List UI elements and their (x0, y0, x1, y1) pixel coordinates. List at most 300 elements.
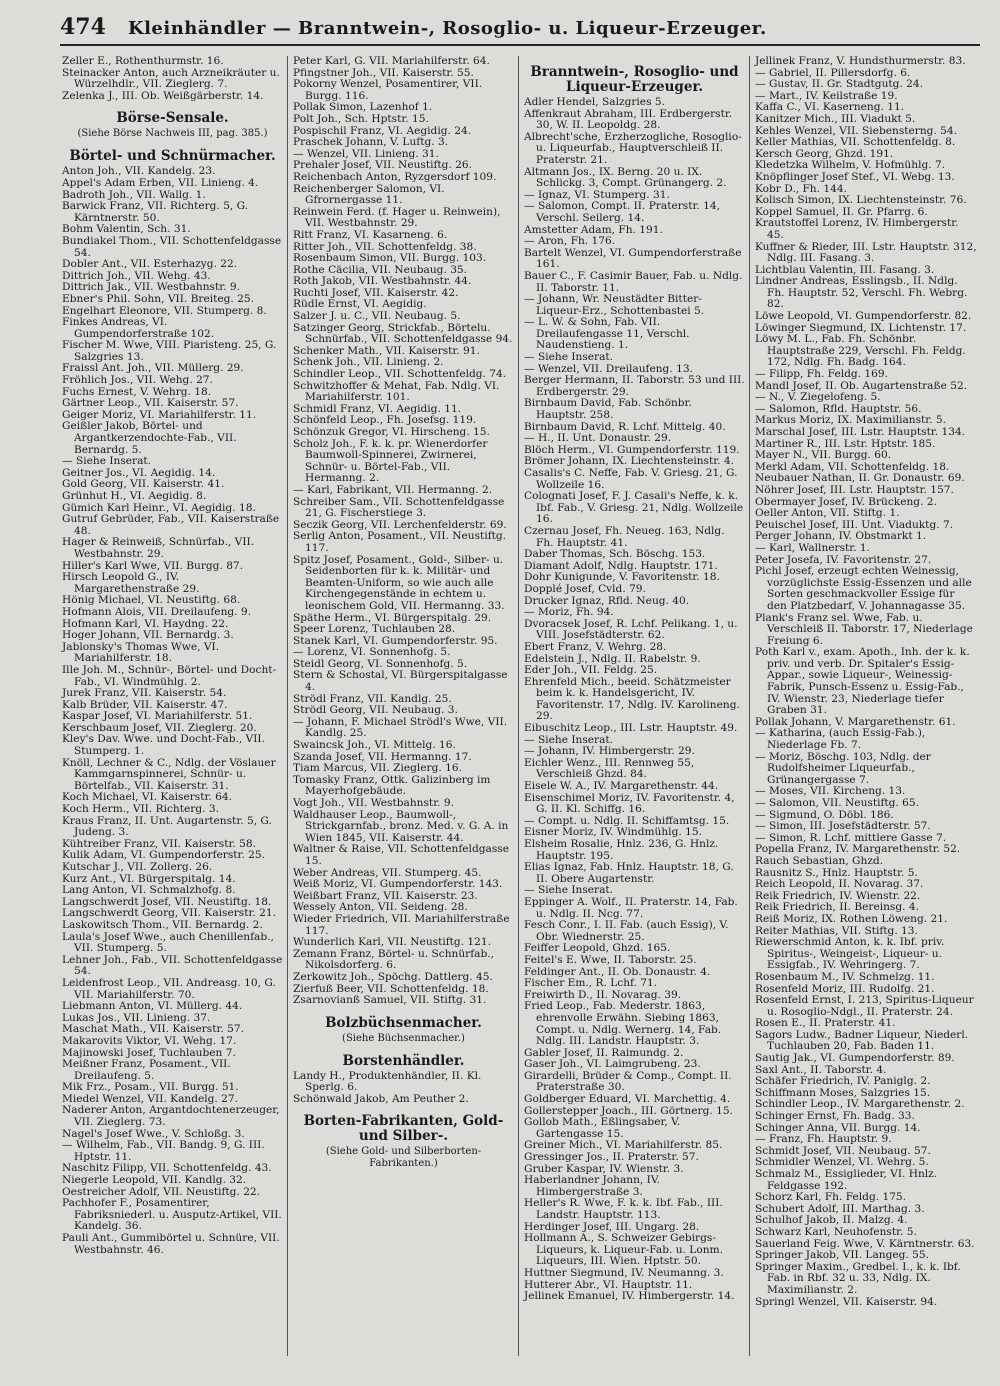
directory-entry: Marschal Josef, III. Lstr. Hauptstr. 134. (755, 426, 966, 438)
directory-entry: Kurz Ant., VI. Bürgerspitalg. 14. (62, 872, 236, 885)
directory-entry: — Wenzel, VII. Dreilaufeng. 13. (524, 362, 693, 375)
directory-entry: Koch Michael, VI. Kaiserstr. 64. (62, 791, 232, 804)
directory-entry: Reichenbach Anton, Ryzgersdorf 109. (293, 170, 497, 183)
section-title: Branntwein-, Rosoglio- und Liqueur-Erzeuger. (530, 64, 739, 95)
directory-entry: Elsheim Rosalie, Hnlz. 236, G. Hnlz. Hauptstr. 195. (524, 838, 719, 862)
directory-entry: — Salomon, VII. Neustiftg. 65. (755, 797, 920, 809)
directory-entry: Naderer Anton, Argantdochtenerzeuger, VII. Zieglerg. 73. (62, 1104, 280, 1129)
columns (60, 56, 980, 1356)
directory-entry: Anton Joh., VII. Kandelg. 23. (62, 165, 216, 178)
directory-entry: Rosenbaum M., IV. Schmelzg. 11. (755, 970, 935, 983)
directory-entry: Fröhlich Jos., VII. Wehg. 27. (62, 374, 213, 387)
directory-entry: Springer Maxim., Gredbel. I., k. k. Ibf. Fab. in Rbf. 32 u. 33, Ndlg. IX. Maximilianstr. 2. (755, 1260, 961, 1296)
directory-entry: Sauerland Feig. Wwe, V. Kärntnerstr. 63. (755, 1237, 975, 1250)
directory-entry: Freiwirth D., II. Novarag. 39. (524, 988, 682, 1001)
directory-entry: Daber Thomas, Sch. Böschg. 153. (524, 548, 706, 561)
directory-entry: Pospischil Franz, VI. Aegidig. 24. (293, 124, 472, 137)
directory-entry: Dohr Kunigunde, V. Favoritenstr. 18. (524, 571, 720, 584)
directory-entry: Sautig Jak., VI. Gumpendorferstr. 89. (755, 1052, 955, 1065)
directory-entry: Hoger Johann, VII. Bernardg. 3. (62, 629, 234, 642)
directory-entry: Markus Moriz, IX. Maximilianstr. 5. (755, 414, 947, 427)
directory-entry: Vogt Joh., VII. Westbahnstr. 9. (293, 797, 454, 809)
directory-entry: Appel's Adam Erben, VII. Linieng. 4. (62, 176, 259, 189)
directory-entry: Majinowski Josef, Tuchlauben 7. (62, 1046, 236, 1059)
directory-entry: Ruchti Josef, VII. Kaiserstr. 42. (293, 286, 459, 299)
directory-entry: Schönwald Jakob, Am Peuther 2. (293, 1092, 469, 1105)
directory-entry: Zierfuß Beer, VII. Schottenfeldg. 18. (293, 982, 489, 995)
directory-entry: — Siehe Inserat. (524, 733, 614, 746)
directory-entry: Wessely Anton, VII. Seideng. 28. (293, 901, 468, 914)
directory-entry: Schinger Ernst, Fh. Badg. 33. (755, 1110, 915, 1123)
directory-entry: Rausnitz S., Hnlz. Hauptstr. 5. (755, 866, 918, 879)
directory-entry: — Johann, Wr. Neustädter Bitter-Liqueur-Erz., Schottenbastei 5. (524, 293, 705, 317)
section-title: Börse-Sensale. (116, 110, 229, 127)
directory-entry: Affenkraut Abraham, III. Erdbergerstr. 30, W. II. Leopoldg. 28. (524, 107, 733, 132)
directory-entry: — Johann, IV. Himbergerstr. 29. (524, 745, 695, 758)
directory-entry: Peter Karl, G. VII. Mariahilferstr. 64. (293, 56, 490, 67)
directory-entry: Löwe Leopold, VI. Gumpendorferstr. 82. (755, 310, 972, 323)
directory-entry: Kaffa C., VI. Kaserneng. 11. (755, 101, 905, 114)
directory-entry: Drucker Ignaz, Rfld. Neug. 40. (524, 594, 690, 607)
directory-entry: Löwy M. L., Fab. Fh. Schönbr. Hauptstraße 229, Verschl. Fh. Feldg. 172, Ndlg. Fh. Badg. 164. (755, 333, 966, 369)
directory-entry: Grünhut H., VI. Aegidig. 8. (62, 490, 207, 502)
directory-entry: Koppel Samuel, II. Gr. Pfarrg. 6. (755, 205, 928, 218)
directory-entry: Hofmann Alois, VII. Dreilaufeng. 9. (62, 605, 252, 618)
directory-entry: — Siehe Inserat. (62, 455, 152, 468)
directory-entry: Pichl Josef, erzeugt echten Weinessig, vorzüglichste Essig-Essenzen und alle Sorten geschmackvoller Essige für den Platzbedarf, V. Johannagasse 35. (755, 565, 972, 612)
directory-entry: — Moriz, Böschg. 103, Ndlg. der Rudolfsheimer Liqueurfab., Grünangergasse 7. (755, 750, 931, 786)
directory-entry: Krautstoffel Lorenz, IV. Himbergerstr. 45. (755, 217, 959, 241)
directory-entry: Schmidt Josef, VII. Neubaug. 57. (755, 1144, 931, 1157)
directory-entry: Reichenberger Salomon, VI. Gfrornergasse 11. (293, 182, 445, 207)
directory-entry: Geißler Jakob, Börtel- und Argantkerzendochte-Fab., VII. Bernardg. 5. (62, 420, 237, 456)
directory-entry: — Aron, Fh. 176. (524, 235, 616, 248)
directory-entry: Altmann Jos., IX. Berng. 20 u. IX. Schlickg. 3, Compt. Grünangerg. 2. (524, 165, 727, 190)
directory-entry: Schubert Adolf, III. Marthag. 3. (755, 1202, 925, 1215)
directory-entry: — Salomon, Compt. II. Praterstr. 14, Verschl. Seilerg. 14. (524, 200, 720, 224)
directory-entry: Reinwein Ferd. (f. Hager u. Reinwein), VII. Westbahnstr. 29. (293, 205, 501, 230)
directory-entry: Martiner R., III. Lstr. Hptstr. 185. (755, 437, 936, 450)
directory-entry: Zemann Franz, Börtel- u. Schnürfab., Nikolsdorferg. 6. (293, 947, 494, 972)
directory-entry: Gaser Joh., VI. Laimgrubeng. 23. (524, 1058, 701, 1071)
directory-entry: Peter Josefa, IV. Favoritenstr. 27. (755, 553, 932, 566)
directory-entry: Seczik Georg, VII. Lerchenfelderstr. 69. (293, 518, 507, 531)
directory-entry: Schenker Math., VII. Kaiserstr. 91. (293, 344, 480, 357)
directory-entry: Schmalz M., Essiglieder, VI. Hnlz. Feldgasse 192. (755, 1168, 938, 1192)
directory-entry: Schindler Leop., IV. Margarethenstr. 2. (755, 1098, 965, 1111)
directory-entry: Tiam Marcus, VII. Zieglerg. 16. (293, 762, 462, 775)
directory-entry: Amstetter Adam, Fh. 191. (524, 223, 663, 236)
directory-entry: Goldberger Eduard, VI. Marchettig. 4. (524, 1093, 731, 1106)
directory-entry: Naschitz Filipp, VII. Schottenfeldg. 43. (62, 1162, 272, 1175)
column-2 (291, 56, 519, 1356)
directory-entry: Fried Leop., Fab. Mederstr. 1863, ehrenvolle Erwähn. Siebing 1863, Compt. u. Ndlg. Wernerg. 14, Fab. Ndlg. III. Landstr. Hauptstr. 3. (524, 1000, 722, 1048)
directory-entry: Rosen E., II. Praterstr. 41. (755, 1017, 896, 1030)
directory-entry: Reik Friedrich, II. Bereinsg. 4. (755, 901, 919, 914)
directory-entry: Rüdle Ernst, VI. Aegidig. (293, 298, 427, 311)
directory-entry: Pachhofer F., Posamentirer, Fabriksniederl. u. Ausputz-Artikel, VII. Kandelg. 36. (62, 1197, 282, 1233)
directory-entry: — Sigmund, O. Döbl. 186. (755, 808, 894, 821)
directory-entry: Gressinger Jos., II. Praterstr. 57. (524, 1151, 699, 1164)
section-title: Borten-Fabrikanten, Gold- und Silber-. (303, 1113, 504, 1145)
directory-entry: Jablonsky's Thomas Wwe, VI. Mariahilferstr. 18. (62, 640, 220, 665)
directory-entry: Popella Franz, IV. Margarethenstr. 52. (755, 843, 961, 856)
directory-entry: Rosenbaum Simon, VII. Burgg. 103. (293, 252, 487, 265)
directory-entry: Rosenfeld Ernst, I. 213, Spiritus-Liqueur u. Rosoglio-Ndgl., II. Praterstr. 24. (755, 994, 974, 1018)
directory-entry: Bartelt Wenzel, VI. Gumpendorferstraße 161. (524, 246, 742, 271)
directory-entry: Rothe Cäcilia, VII. Neubaug. 35. (293, 263, 468, 276)
directory-entry: — Karl, Fabrikant, VII. Hermanng. 2. (293, 483, 493, 496)
directory-entry: Mik Frz., Posam., VII. Burgg. 51. (62, 1081, 239, 1094)
directory-entry: — Simon, III. Josefstädterstr. 57. (755, 820, 931, 833)
directory-entry: Gümich Karl Heinr., VI. Aegidig. 18. (62, 501, 256, 514)
directory-entry: Gollob Math., Eßlingsaber, V. Gartengasse 15. (524, 1116, 681, 1140)
directory-entry: Oeller Anton, VII. Stiftg. 1. (755, 507, 900, 520)
directory-entry: — Katharina, (auch Essig-Fab.), Niederlage Fb. 7. (755, 727, 926, 752)
directory-entry: Landy H., Produktenhändler, II. Kl. Sperlg. 6. (293, 1069, 482, 1094)
directory-entry: — Wenzel, VII. Linieng. 31. (293, 147, 439, 160)
directory-entry: Kehles Wenzel, VII. Siebensterng. 54. (755, 124, 958, 137)
directory-entry: Gärtner Leop., VII. Kaiserstr. 57. (62, 397, 239, 410)
directory-entry: Langschwerdt Josef, VII. Neustiftg. 18. (62, 895, 272, 908)
directory-entry: Reik Friedrich, IV. Wienstr. 22. (755, 889, 921, 902)
directory-entry: Kerschbaum Josef, VII. Zieglerg. 20. (62, 721, 257, 734)
directory-entry: Schreiber Sam., VII. Schottenfeldgasse 21, G. Fischerstiege 3. (293, 495, 505, 520)
directory-entry: Hirsch Leopold G., IV. Margarethenstraße 29. (62, 571, 200, 595)
directory-entry: Kledetzka Wilhelm, V. Hofmühlg. 7. (755, 159, 946, 172)
directory-entry: — Franz, Fh. Hauptstr. 9. (755, 1133, 892, 1146)
directory-entry: Laskowitsch Thom., VII. Bernardg. 2. (62, 918, 263, 931)
directory-entry: Hofmann Karl, VI. Haydng. 22. (62, 617, 229, 630)
directory-entry: Stern & Schostal, VI. Bürgerspitalgasse 4. (293, 669, 508, 694)
directory-entry: Eppinger A. Wolf., II. Praterstr. 14, Fab. u. Ndlg. II. Ncg. 77. (524, 895, 738, 920)
directory-entry: Kraus Franz, II. Unt. Augartenstr. 5, G. Judeng. 3. (62, 814, 272, 839)
directory-entry: Hiller's Karl Wwe, VII. Burgg. 87. (62, 559, 244, 572)
directory-entry: Stanek Karl, VI. Gumpendorferstr. 95. (293, 634, 498, 647)
directory-entry: Rauch Sebastian, Ghzd. (755, 854, 884, 867)
directory-entry: Zerkowitz Joh., Spöchg. Dattlerg. 45. (293, 970, 493, 983)
directory-entry: Ille Joh. M., Schnür-, Börtel- und Docht-Fab., VI. Windmühlg. 2. (62, 663, 277, 688)
directory-entry: Jellinek Franz, V. Hundsthurmerstr. 83. (755, 56, 966, 67)
directory-entry: Reiß Moriz, IX. Rothen Löweng. 21. (755, 912, 948, 925)
directory-entry: — Compt. u. Ndlg. II. Schiffamtsg. 15. (524, 814, 730, 827)
directory-entry: Schindler Leop., VII. Schottenfeldg. 74. (293, 368, 507, 381)
directory-entry: Geiger Moriz, VI. Mariahilferstr. 11. (62, 408, 257, 421)
directory-entry: Huttner Siegmund, IV. Neumanng. 3. (524, 1266, 724, 1279)
directory-entry: Neubauer Nathan, II. Gr. Donaustr. 69. (755, 472, 965, 485)
directory-entry: Springl Wenzel, VII. Kaiserstr. 94. (755, 1295, 938, 1308)
directory-entry: Dittrich Jak., VII. Westbahnstr. 9. (62, 281, 240, 294)
directory-entry: Plank's Franz sel. Wwe, Fab. u. Verschleiß II. Taborstr. 17, Niederlage Freiung 6. (755, 611, 973, 647)
directory-entry: Satzinger Georg, Strickfab., Börtelu. Schnürfab., VII. Schottenfeldgasse 94. (293, 321, 513, 346)
directory-entry: Schinger Anna, VII. Burgg. 14. (755, 1121, 921, 1134)
directory-entry: Diamant Adolf, Ndlg. Hauptstr. 171. (524, 559, 718, 572)
directory-entry: Greiner Mich., VI. Mariahilferstr. 85. (524, 1139, 723, 1152)
directory-entry: Adler Hendel, Salzgries 5. (524, 96, 665, 108)
directory-entry: Knöll, Lechner & C., Ndlg. der Vöslauer Kammgarnspinnerei, Schnür- u. Börtelfab., VII. Kaiserstr. 31. (62, 756, 276, 792)
directory-entry: Tomasky Franz, Ottk. Galizinberg im Mayerhofgebäude. (293, 773, 491, 798)
directory-entry: — Wilhelm, Fab., VII. Bandg. 9, G. III. Hptstr. 11. (62, 1139, 265, 1163)
directory-entry: Prehaler Josef, VII. Neustiftg. 26. (293, 159, 473, 172)
directory-entry: Finkes Andreas, VI. Gumpendorferstraße 102. (62, 316, 215, 340)
directory-entry: — H., II. Unt. Donaustr. 29. (524, 432, 672, 445)
directory-entry: Scholz Joh., F. k. k. pr. Wienerdorfer Baumwoll-Spinnerei, Zwirnerei, Schnür- u. Börtel-Fab., VII. Hermanng. 2. (293, 437, 488, 485)
section-title: Börtel- und Schnürmacher. (69, 148, 276, 165)
directory-entry: Nöhrer Josef, III. Lstr. Hauptstr. 157. (755, 483, 954, 496)
page-number: 474 (60, 14, 106, 40)
directory-entry: Koch Herm., VII. Richterg. 3. (62, 803, 219, 816)
directory-entry: Zeller E., Rothenthurmstr. 16. (62, 56, 224, 67)
directory-entry: Barwick Franz, VII. Richterg. 5, G. Kärntnerstr. 50. (62, 200, 249, 224)
directory-entry: Herdinger Josef, III. Ungarg. 28. (524, 1220, 700, 1233)
directory-entry: — Simon, R. Lchf. mittlere Gasse 7. (755, 831, 947, 844)
directory-entry: — Filipp, Fh. Feldg. 169. (755, 368, 888, 381)
directory-entry: Ehrenfeld Mich., beeid. Schätzmeister beim k. k. Handelsgericht, IV. Favoritenstr. 17, Ndlg. IV. Karolineng. 29. (524, 675, 740, 723)
directory-entry: Löwinger Siegmund, IX. Lichtenstr. 17. (755, 321, 967, 334)
directory-entry: Pollak Johann, V. Margarethenstr. 61. (755, 715, 956, 728)
directory-entry: Kolisch Simon, IX. Liechtensteinstr. 76. (755, 194, 967, 207)
directory-entry: Zsarnovianß Samuel, VII. Stiftg. 31. (293, 994, 487, 1007)
directory-entry: Dopplé Josef, Cvld. 79. (524, 582, 646, 595)
directory-entry: Badroth Joh., VII. Wallg. 1. (62, 188, 206, 201)
directory-entry: Gutruf Gebrüder, Fab., VII. Kaiserstraße 48. (62, 513, 280, 537)
directory-entry: Hollmann A., S. Schweizer Gebirgs-Liqueurs, k. Liqueur-Fab. u. Lonm. Liqueurs, III. Wien. Hptstr. 50. (524, 1232, 723, 1268)
page-header (60, 14, 980, 46)
directory-entry: Colognati Josef, F. J. Casali's Neffe, k. k. Ibf. Fab., V. Griesg. 21, Ndlg. Wollzeile 16. (524, 490, 744, 526)
directory-entry: Heller's R. Wwe, F. k. k. Ibf. Fab., III. Landstr. Hauptstr. 113. (524, 1197, 723, 1221)
running-title: Kleinhändler — Branntwein-, Rosoglio- u. Liqueur-Erzeuger. (127, 18, 767, 39)
directory-entry: Dobler Ant., VII. Esterhazyg. 22. (62, 258, 238, 271)
directory-entry: Saxl Ant., II. Taborstr. 4. (755, 1063, 887, 1076)
directory-entry: Jurek Franz, VII. Kaiserstr. 54. (62, 687, 227, 700)
directory-entry: Eichler Wenz., III. Rennweg 55, Verschleiß Ghzd. 84. (524, 756, 695, 781)
directory-entry: Schulhof Jakob, II. Malzg. 4. (755, 1214, 908, 1227)
directory-entry: Birnbaum David, R. Lchf. Mittelg. 40. (524, 420, 726, 433)
directory-entry: Liebmann Anton, VI. Müllerg. 44. (62, 1000, 243, 1013)
directory-entry: Salzer J. u. C., VII. Neubaug. 5. (293, 310, 461, 323)
directory-entry: Gabler Josef, II. Raimundg. 2. (524, 1046, 684, 1059)
directory-entry: Riewerschmid Anton, k. k. Ibf. priv. Spiritus-, Weingeist-, Liqueur- u. Essigfab., IV. Wehringerg. 7. (755, 936, 945, 972)
directory-entry: — Gabriel, II. Pillersdorfg. 6. (755, 66, 911, 79)
directory-entry: Kutschar J., VII. Zollerg. 26. (62, 861, 213, 873)
directory-entry: Merkl Adam, VII. Schottenfeldg. 18. (755, 460, 950, 473)
directory-entry: Casalis's C. Neffe, Fab. V. Griesg. 21, G. Wollzeile 16. (524, 467, 738, 491)
directory-entry: Polt Joh., Sch. Hptstr. 15. (293, 112, 429, 125)
directory-entry: Mayer N., VII. Burgg. 60. (755, 449, 892, 462)
directory-entry: Keller Mathias, VII. Schottenfeldg. 8. (755, 136, 956, 149)
directory-entry: Kersch Georg, Ghzd. 191. (755, 147, 894, 160)
directory-entry: Dittrich Joh., VII. Wehg. 43. (62, 269, 211, 282)
directory-entry: Eibuschitz Leop., III. Lstr. Hauptstr. 49. (524, 722, 738, 735)
directory-entry: Roth Jakob, VII. Westbahnstr. 44. (293, 275, 472, 288)
directory-entry: Späthe Herm., VI. Bürgerspitalg. 29. (293, 611, 492, 624)
directory-entry: Pollak Simon, Lazenhof 1. (293, 101, 433, 114)
section-note: (Siehe Börse Nachweis III, pag. 385.) (77, 128, 268, 140)
directory-entry: Steinacker Anton, auch Arzneikräuter u. Würzelhdlr., VII. Zieglerg. 7. (62, 66, 280, 91)
directory-entry: Brömer Johann, IX. Liechtensteinstr. 4. (524, 455, 734, 468)
directory-entry: Sagors Ludw., Badner Liqueur, Niederl. Tuchlauben 20, Fab. Baden 11. (755, 1028, 969, 1053)
directory-entry: Zelenka J., III. Ob. Weißgärberstr. 14. (62, 89, 264, 102)
directory-entry: Nagel's Josef Wwe., V. Schloßg. 3. (62, 1127, 245, 1140)
directory-entry: Lukas Jos., VII. Linieng. 37. (62, 1011, 211, 1024)
directory-entry: — Siehe Inserat. (524, 351, 614, 364)
directory-entry: Schmidl Franz, VI. Aegidig. 11. (293, 402, 462, 415)
directory-entry: Jellinek Emanuel, IV. Himbergerstr. 14. (524, 1290, 735, 1303)
directory-entry: Gruber Kaspar, IV. Wienstr. 3. (524, 1162, 684, 1175)
directory-entry: Kanitzer Mich., III. Viadukt 5. (755, 112, 916, 125)
directory-entry: Pokorny Wenzel, Posamentirer, VII. Burgg. 116. (293, 78, 483, 102)
directory-entry: Meißner Franz, Posament., VII. Dreilaufeng. 5. (62, 1058, 231, 1082)
directory-entry: Szanda Josef, VII. Hermanng. 17. (293, 750, 472, 763)
directory-entry: Schönfeld Leop., Fh. Josefsg. 119. (293, 414, 477, 427)
directory-entry: Kaspar Josef, VI. Mariahilferstr. 51. (62, 710, 253, 723)
directory-entry: — Lorenz, VI. Sonnenhofg. 5. (293, 646, 451, 659)
directory-entry: Schenk Joh., VII. Linieng. 2. (293, 356, 444, 369)
directory-entry: Poth Karl v., exam. Apoth., Inh. der k. k. priv. und verb. Dr. Spitaler's Essig-Appar., sowie Liqueur-, Weinessig-Fabrik, Punsch-Essenz u. Essig-Fab., IV. Wienstr. 23, Niederlage tiefer Graben 31. (755, 646, 970, 717)
directory-entry: Pauli Ant., Gummibörtel u. Schnüre, VII. Westbahnstr. 46. (62, 1232, 280, 1256)
directory-entry: Fischer M. Wwe, VIII. Piaristeng. 25, G. Salzgries 13. (62, 339, 277, 363)
directory-entry: Obermayer Josef, IV. Brückeng. 2. (755, 495, 937, 508)
directory-entry: Spitz Josef, Posament., Gold-, Silber- u. Seidenborten für k. k. Militär- und Beamten-Uniform, so wie auch alle Kirchengegenstände in echtem u. leonischem Gold, VII. Hermanng. 33. (293, 553, 505, 612)
directory-entry: Schiffmann Moses, Salzgries 15. (755, 1086, 931, 1099)
directory-entry: Leidenfrost Leop., VII. Andreasg. 10, G. VII. Mariahilferstr. 70. (62, 976, 276, 1001)
directory-entry: Knöpflinger Josef Stef., VI. Webg. 13. (755, 170, 955, 183)
directory-entry: Niegerle Leopold, VII. Kandlg. 32. (62, 1174, 247, 1187)
section-title: Bolzbüchsenmacher. (325, 1014, 482, 1031)
directory-entry: Schwitzhoffer & Mehat, Fab. Ndlg. VI. Mariahilferstr. 101. (293, 379, 500, 404)
directory-entry: Engelhart Eleonore, VII. Stumperg. 8. (62, 304, 267, 317)
directory-entry: Birnbaum David, Fab. Schönbr. Hauptstr. 258. (524, 397, 692, 422)
directory-entry: Kalb Brüder, VII. Kaiserstr. 47. (62, 698, 228, 711)
directory-entry: Fraissl Ant. Joh., VII. Müllerg. 29. (62, 362, 244, 375)
directory-entry: Laula's Josef Wwe., auch Chenillenfab., VII. Stumperg. 5. (62, 930, 274, 955)
directory-entry: Weiß Moriz, VI. Gumpendorferstr. 143. (293, 878, 503, 891)
directory-entry: Blöch Herm., VI. Gumpendorferstr. 119. (524, 443, 740, 456)
directory-entry: — Gustav, II. Gr. Stadtgutg. 24. (755, 78, 924, 91)
directory-entry: Ritter Joh., VII. Schottenfeldg. 38. (293, 240, 477, 253)
directory-entry: Geitner Jos., VI. Aegidig. 14. (62, 466, 216, 479)
directory-entry: Waltner & Raise, VII. Schottenfeldgasse 15. (293, 843, 509, 867)
directory-entry: Gold Georg, VII. Kaiserstr. 41. (62, 478, 225, 491)
directory-entry: Czernau Josef, Fh. Neueg. 163, Ndlg. Fh. Hauptstr. 41. (524, 524, 725, 549)
section-title: Borstenhändler. (342, 1052, 465, 1069)
directory-entry: Miedel Wenzel, VII. Kandelg. 27. (62, 1092, 239, 1105)
directory-entry: Eisele W. A., IV. Margarethenstr. 44. (524, 780, 719, 793)
directory-entry: Strödl Georg, VII. Neubaug. 3. (293, 704, 458, 717)
directory-entry: Rosenfeld Moriz, III. Rudolfg. 21. (755, 982, 935, 995)
directory-entry: — Siehe Inserat. (524, 884, 614, 897)
column-4 (753, 56, 981, 1356)
directory-entry: — Moses, VII. Kircheng. 13. (755, 785, 906, 798)
directory-entry: Strödl Franz, VII. Kandlg. 25. (293, 692, 452, 705)
directory-entry: Eisenschimel Moriz, IV. Favoritenstr. 4, G. II. Kl. Schiffg. 16. (524, 791, 735, 816)
directory-entry: Fischer Em., R. Lchf. 71. (524, 977, 658, 990)
directory-entry: Eisner Moriz, IV. Windmühlg. 15. (524, 826, 702, 839)
directory-entry: Edelstein J., Ndlg. II. Rabelstr. 9. (524, 652, 701, 665)
directory-entry: Lang Anton, VI. Schmalzhofg. 8. (62, 884, 236, 897)
directory-entry: Feiffer Leopold, Ghzd. 165. (524, 942, 671, 955)
directory-entry: — Salomon, Rfld. Hauptstr. 56. (755, 402, 922, 415)
directory-entry: Bohm Valentin, Sch. 31. (62, 223, 191, 236)
directory-entry: Fesch Conr., I. II. Fab. (auch Essig), V. Obr. Wiednerstr. 25. (524, 919, 729, 943)
directory-entry: Schönzuk Gregor, VI. Hirscheng. 15. (293, 426, 490, 438)
directory-entry: — Mart., IV. Keilstraße 19. (755, 89, 898, 102)
directory-entry: Berger Hermann, II. Taborstr. 53 und III. Erdbergerstr. 29. (524, 374, 745, 398)
directory-entry: Wieder Friedrich, VII. Mariahilferstraße 117. (293, 912, 510, 937)
directory-entry: Gollerstepper Joach., III. Görtnerg. 15. (524, 1104, 733, 1117)
directory-entry: Maschat Math., VII. Kaiserstr. 57. (62, 1023, 244, 1036)
directory-entry: Perger Johann, IV. Obstmarkt 1. (755, 530, 927, 543)
directory-entry: — Johann, F. Michael Strödl's Wwe, VII. Kandlg. 25. (293, 715, 508, 740)
directory-entry: Reiter Mathias, VII. Stiftg. 13. (755, 924, 918, 937)
directory-entry: Schmidler Wenzel, VI. Wehrg. 5. (755, 1156, 929, 1169)
section-note: (Siehe Büchsenmacher.) (342, 1032, 465, 1044)
column-3 (522, 56, 750, 1356)
directory-entry: Steidl Georg, VI. Sonnenhofg. 5. (293, 657, 468, 670)
directory-entry: Hönig Michael, VI. Neustiftg. 68. (62, 594, 241, 607)
directory-entry: Elias Ignaz, Fab. Hnlz. Hauptstr. 18, G. II. Obere Augartenstr. (524, 861, 734, 885)
directory-entry: Hager & Reinweiß, Schnürfab., VII. Westbahnstr. 29. (62, 536, 255, 560)
directory-entry: Schäfer Friedrich, IV. Paniglg. 2. (755, 1075, 931, 1088)
directory-entry: Wunderlich Karl, VII. Neustiftg. 121. (293, 936, 492, 949)
directory-entry: Waldhauser Leop., Baumwoll-, Strickgarnfab., bronz. Med. v. G. A. in Wien 1845, VII. Kaiserstr. 44. (293, 808, 509, 844)
directory-entry: Schorz Karl, Fh. Feldg. 175. (755, 1191, 907, 1204)
directory-entry: Kulik Adam, VI. Gumpendorferstr. 25. (62, 849, 266, 862)
directory-entry: — Moriz, Fh. 94. (524, 606, 614, 619)
directory-entry: Peuischel Josef, III. Unt. Viaduktg. 7. (755, 518, 954, 531)
directory-entry: Lindner Andreas, Esslingsb., II. Ndlg. Fh. Hauptstr. 52, Verschl. Fh. Webrg. 82. (755, 275, 968, 311)
directory-entry: Praschek Johann, V. Luftg. 3. (293, 136, 449, 149)
section-note: (Siehe Gold- und Silberborten-Fabrikanten.) (325, 1146, 482, 1170)
directory-entry: Schwarz Karl, Neuhofenstr. 5. (755, 1225, 917, 1238)
directory-entry: Dvoracsek Josef, R. Lchf. Pelikang. 1, u. VIII. Josefstädterstr. 62. (524, 617, 738, 642)
directory-entry: — Ignaz, VI. Stumperg. 31. (524, 188, 670, 201)
directory-entry: — N., V. Ziegelofeng. 5. (755, 391, 881, 404)
directory-entry: Haberlandner Johann, IV. Himbergerstraße 3. (524, 1174, 660, 1198)
directory-entry: Makarovits Viktor, VI. Wehg. 17. (62, 1034, 237, 1047)
directory-entry: Ebner's Phil. Sohn, VII. Breiteg. 25. (62, 292, 255, 305)
directory-entry: Ritt Franz, VI. Kasarneng. 6. (293, 228, 448, 241)
directory-entry: Kühtreiber Franz, VII. Kaiserstr. 58. (62, 837, 256, 850)
directory-entry: — L. W. & Sohn, Fab. VII. Dreilaufengasse 11, Verschl. Naudenstieng. 1. (524, 316, 690, 352)
directory-entry: Oestreicher Adolf, VII. Neustiftg. 22. (62, 1185, 261, 1198)
directory-entry: Kley's Dav. Wwe. und Docht-Fab., VII. Stumperg. 1. (62, 733, 265, 758)
column-1 (60, 56, 288, 1356)
directory-entry: Ebert Franz, V. Wehrg. 28. (524, 640, 667, 653)
directory-entry: Bauer C., F. Casimir Bauer, Fab. u. Ndlg. II. Taborstr. 11. (524, 269, 743, 294)
directory-entry: Springer Jakob, VII. Langeg. 55. (755, 1249, 930, 1262)
directory-entry: Weber Andreas, VII. Stumperg. 45. (293, 866, 482, 879)
directory-entry: Speer Lorenz, Tuchlauben 28. (293, 623, 456, 636)
directory-entry: Langschwerdt Georg, VII. Kaiserstr. 21. (62, 907, 276, 920)
directory-entry: Kobr D., Fh. 144. (755, 182, 847, 195)
directory-entry: Hutterer Abr., VI. Hauptstr. 11. (524, 1278, 693, 1291)
directory-entry: Pfingstner Joh., VII. Kaiserstr. 55. (293, 66, 474, 79)
directory-entry: Serlig Anton, Posament., VII. Neustiftg. 117. (293, 530, 507, 554)
directory-entry: Girardelli, Brüder & Comp., Compt. II. Praterstraße 30. (524, 1069, 732, 1094)
directory-entry: Swaincsk Joh., VI. Mittelg. 16. (293, 739, 456, 752)
directory-entry: Eder Joh., VII. Feldg. 25. (524, 664, 658, 677)
directory-entry: Lichtblau Valentin, III. Fasang. 3. (755, 263, 935, 276)
directory-entry: Kuffner & Rieder, III. Lstr. Hauptstr. 312, Ndlg. III. Fasang. 3. (755, 240, 977, 265)
directory-entry: — Karl, Wallnerstr. 1. (755, 541, 871, 554)
directory-entry: Weißbart Franz, VII. Kaiserstr. 23. (293, 889, 478, 902)
directory-entry: Mandl Josef, II. Ob. Augartenstraße 52. (755, 379, 968, 392)
directory-entry: Albrecht'sche, Erzherzogliche, Rosoglio- u. Liqueurfab., Hauptverschleiß II. Praterstr. 21. (524, 130, 742, 166)
directory-entry: Feldinger Ant., II. Ob. Donaustr. 4. (524, 965, 711, 978)
directory-entry: Fuchs Ernest, V. Wehrg. 18. (62, 385, 212, 398)
directory-entry: Bundiakel Thom., VII. Schottenfeldgasse 54. (62, 234, 282, 259)
